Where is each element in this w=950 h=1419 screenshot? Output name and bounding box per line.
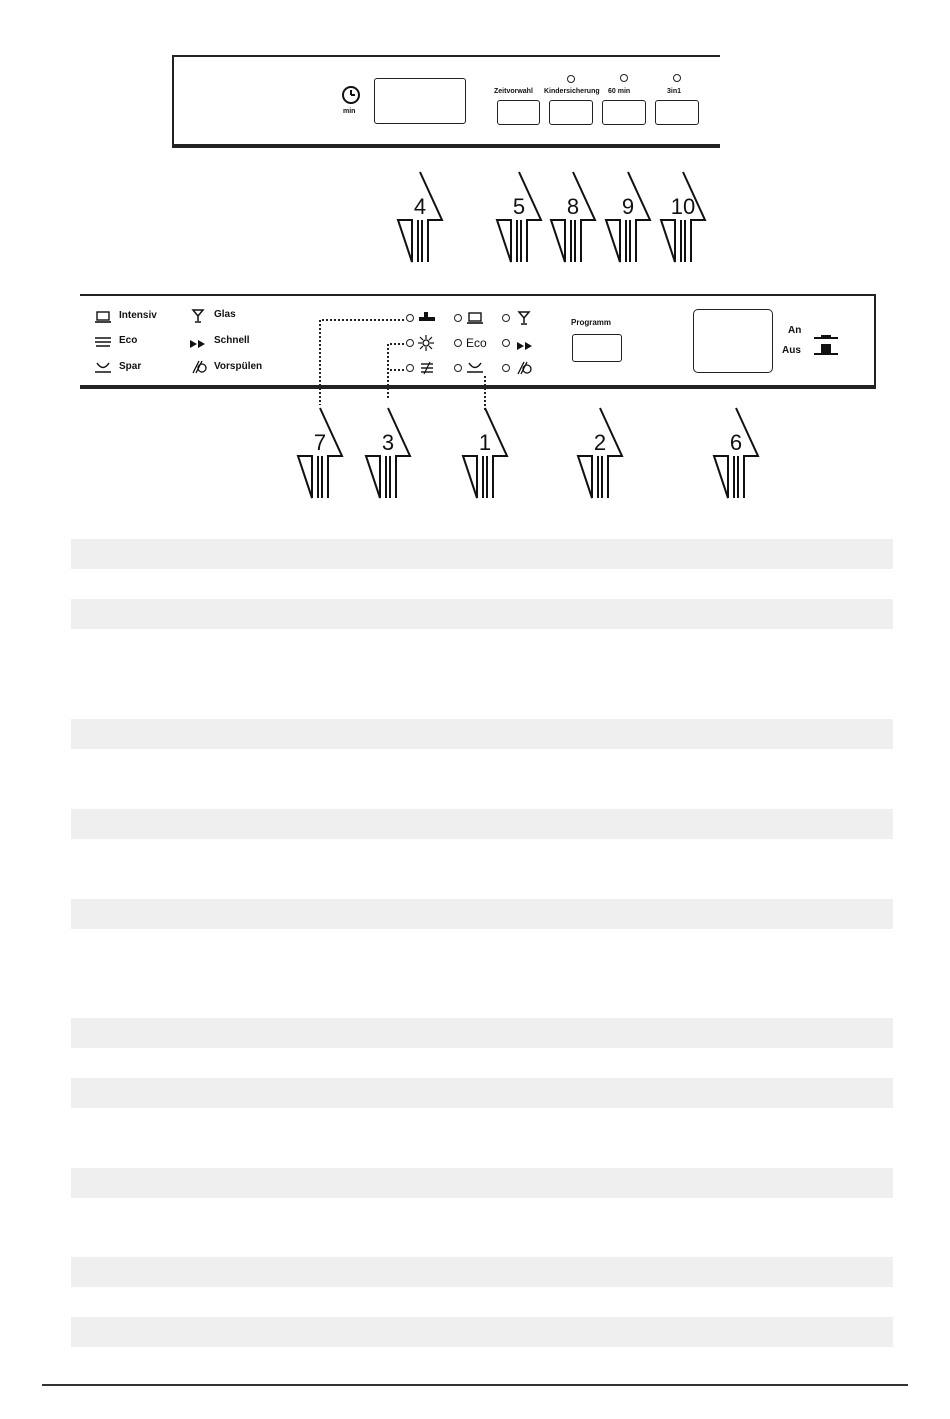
power-off-label: Aus bbox=[782, 345, 801, 356]
callout-number-4: 4 bbox=[413, 194, 427, 219]
kindersicherung-label: Kindersicherung bbox=[544, 88, 600, 95]
callout-number-1: 1 bbox=[478, 430, 492, 455]
programm-label: Programm bbox=[571, 318, 612, 327]
callout-number-2: 2 bbox=[593, 430, 607, 455]
callout-number-8: 8 bbox=[566, 194, 580, 219]
leader-line-3 bbox=[388, 344, 404, 400]
table-row bbox=[71, 899, 893, 929]
legend-spar-label: Spar bbox=[119, 361, 142, 372]
table-row bbox=[71, 1078, 893, 1108]
leader-line-7 bbox=[320, 320, 404, 405]
3in1-label: 3in1 bbox=[667, 88, 682, 95]
timer-unit-label: min bbox=[343, 108, 356, 115]
table-row bbox=[71, 1257, 893, 1287]
callout-number-3: 3 bbox=[381, 430, 395, 455]
legend-glas-label: Glas bbox=[214, 309, 236, 320]
legend-vorspulen-label: Vorspülen bbox=[214, 361, 263, 372]
callout-number-6: 6 bbox=[729, 430, 743, 455]
legend-eco-label: Eco bbox=[119, 335, 138, 346]
eco-program-text: Eco bbox=[466, 336, 487, 350]
table-row bbox=[71, 1317, 893, 1347]
callout-number-9: 9 bbox=[621, 194, 635, 219]
60min-label: 60 min bbox=[608, 88, 631, 95]
table-row bbox=[71, 719, 893, 749]
callout-number-5: 5 bbox=[512, 194, 526, 219]
callout-number-10: 10 bbox=[670, 194, 696, 219]
callout-layer bbox=[0, 0, 950, 520]
zeitvorwahl-label: Zeitvorwahl bbox=[494, 88, 533, 95]
legend-schnell-label: Schnell bbox=[214, 335, 250, 346]
footer-divider bbox=[42, 1384, 908, 1386]
table-row bbox=[71, 1018, 893, 1048]
table-row bbox=[71, 809, 893, 839]
callout-number-7: 7 bbox=[313, 430, 327, 455]
power-on-label: An bbox=[788, 325, 802, 336]
table-row bbox=[71, 599, 893, 629]
legend-intensiv-label: Intensiv bbox=[119, 310, 157, 321]
table-row bbox=[71, 1168, 893, 1198]
table-row bbox=[71, 539, 893, 569]
